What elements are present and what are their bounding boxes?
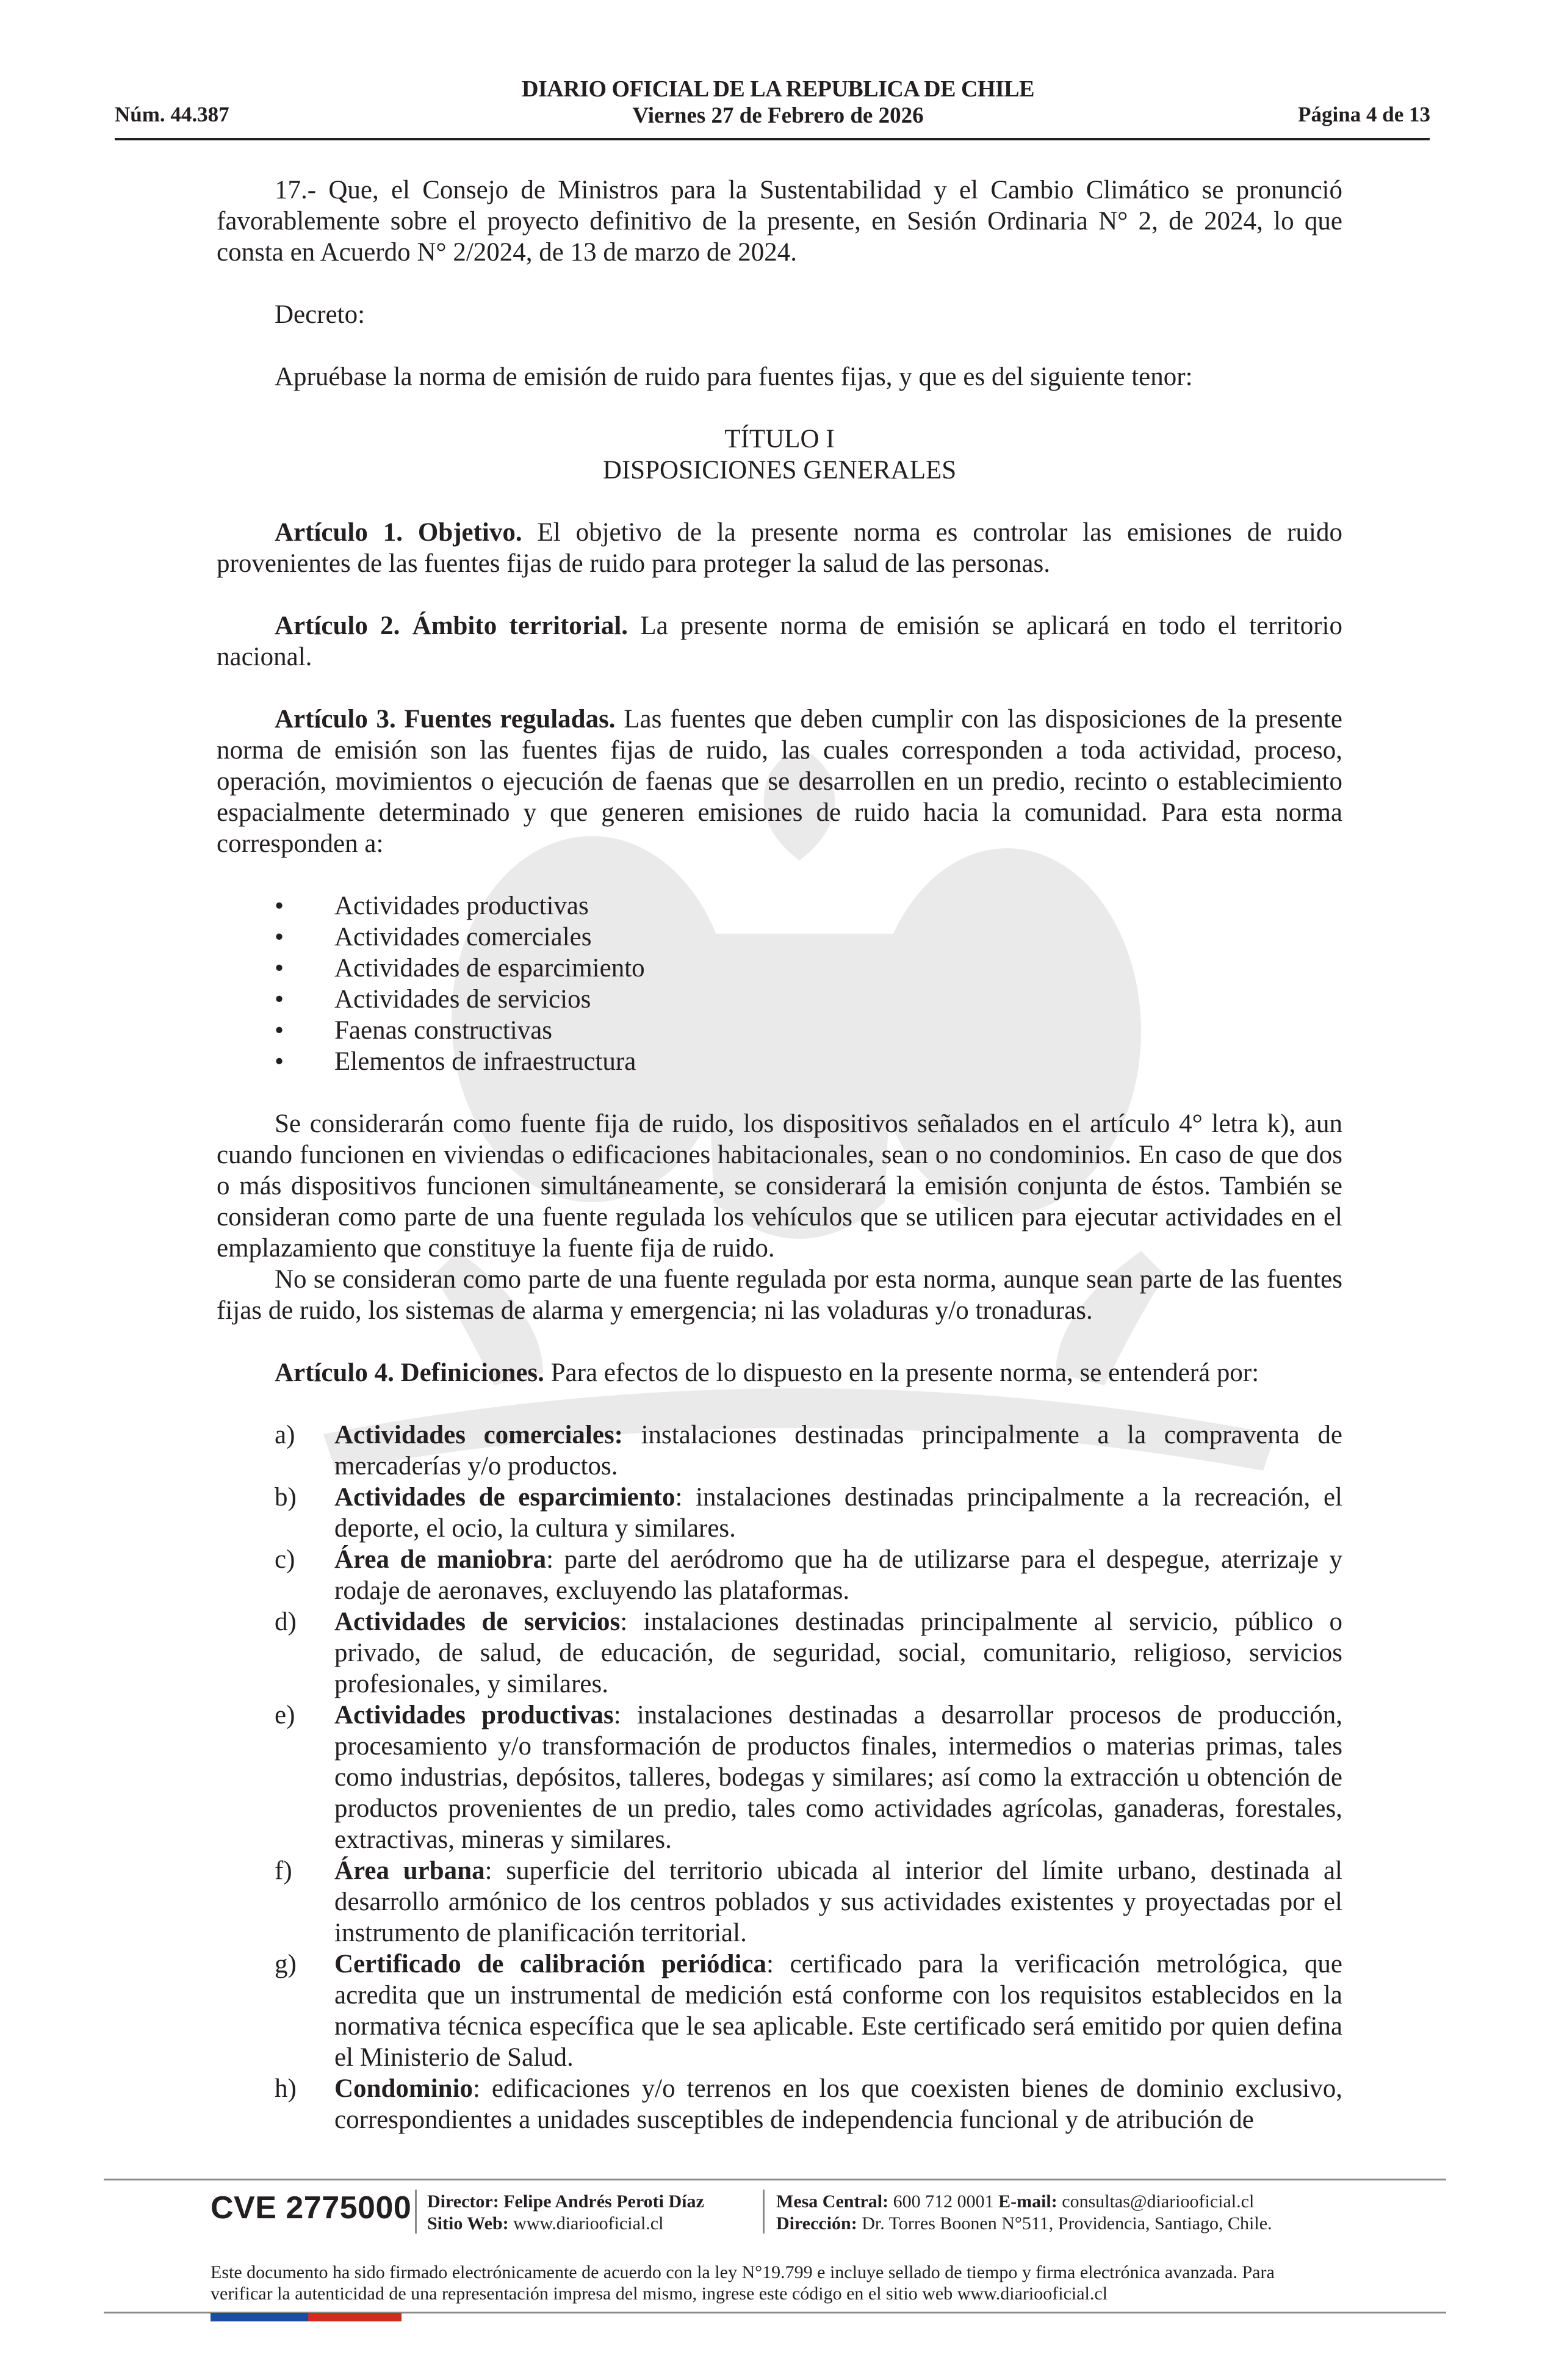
- cve-code: CVE 2775000: [211, 2190, 412, 2226]
- definition-term: Actividades comerciales:: [334, 1421, 624, 1449]
- list-item: [217, 984, 1342, 1015]
- article-3-text: Las fuentes que deben cumplir con las disposiciones de la presente norma de emisión son las fuentes fijas de ruido, las cuales corresponden a toda actividad, proceso, operación, movimientos o ejecución de faenas que se desarrollen en un predio, recinto o establecimiento espacialmente determinado y que generen emisiones de ruido hacia la comunidad. Para esta norma corresponden a:: [217, 705, 1343, 858]
- article-1-text: El objetivo de la presente norma es controlar las emisiones de ruido provenientes de las fuentes fijas de ruido para proteger la salud de las personas.: [217, 518, 1343, 578]
- definition-letter: e): [275, 1701, 295, 1729]
- apruebase-paragraph: Apruébase la norma de emisión de ruido para fuentes fijas, y que es del siguiente tenor:: [275, 362, 1193, 391]
- director-label: Director:: [427, 2191, 499, 2212]
- definition-text: : superficie del territorio ubicada al interior del límite urbano, destinada al desarrollo armónico de los centros poblados y sus actividades existentes y proyectadas por el instrumento de planificación territorial.: [334, 1856, 1342, 1947]
- list-item: [217, 953, 1342, 984]
- list-item-text: Actividades de servicios: [334, 985, 591, 1014]
- electronic-signature-note: Este documento ha sido firmado electrónicamente de acuerdo con la ley N°19.799 e incluye sellado de tiempo y firma electrónica avanzada. Para verificar la autenticidad de una representación impresa del mismo, ingrese este código en el sitio web www.diariooficial.cl: [211, 2262, 1275, 2304]
- definition-text: instalaciones destinadas principalmente a la compraventa de mercaderías y/o productos.: [334, 1421, 1342, 1480]
- title-subheading: DISPOSICIONES GENERALES: [602, 456, 957, 485]
- footer-contact-block: [776, 2191, 1272, 2235]
- definitions-list: [217, 1419, 1342, 2135]
- definition-item: [217, 1544, 1342, 1606]
- article-3: [217, 704, 1342, 859]
- definition-term: Certificado de calibración periódica: [334, 1950, 766, 1978]
- definition-text: : edificaciones y/o terrenos en los que coexisten bienes de dominio exclusivo, correspondientes a unidades susceptibles de independencia funcional y de atribución de: [334, 2074, 1342, 2134]
- definition-term: Área urbana: [334, 1856, 485, 1885]
- definition-text: : instalaciones destinadas principalmente a la recreación, el deporte, el ocio, la cultura y similares.: [334, 1483, 1342, 1543]
- title-heading: [217, 424, 1342, 486]
- definition-item: [217, 1949, 1342, 2073]
- bullet-icon: •: [275, 1016, 284, 1045]
- email-label: E-mail:: [998, 2191, 1057, 2212]
- definition-letter: d): [275, 1607, 297, 1636]
- footer-separator: [763, 2190, 765, 2234]
- decreto-label: Decreto:: [275, 300, 366, 329]
- mesa-label: Mesa Central:: [776, 2191, 889, 2212]
- definition-term: Condominio: [334, 2074, 474, 2103]
- list-item-text: Actividades productivas: [334, 892, 589, 920]
- publication-date: Viernes 27 de Febrero de 2026: [632, 103, 924, 128]
- article-1-heading: Artículo 1. Objetivo.: [275, 518, 522, 547]
- definition-text: : parte del aeródromo que ha de utilizarse para el despegue, aterrizaje y rodaje de aeronaves, excluyendo las plataformas.: [334, 1545, 1342, 1605]
- definition-letter: a): [275, 1421, 295, 1449]
- page-number: Página 4 de 13: [1298, 103, 1430, 126]
- list-item-text: Elementos de infraestructura: [334, 1047, 636, 1076]
- article-1: [217, 517, 1342, 579]
- article-4-heading: Artículo 4. Definiciones.: [275, 1358, 544, 1387]
- article-3-heading: Artículo 3. Fuentes reguladas.: [275, 705, 616, 734]
- definition-item: [217, 1700, 1342, 1855]
- title-number: TÍTULO I: [724, 425, 835, 453]
- bullet-icon: •: [275, 1047, 284, 1076]
- website-link[interactable]: www.diariooficial.cl: [508, 2213, 664, 2234]
- article-4-text: Para efectos de lo dispuesto en la presente norma, se entenderá por:: [544, 1358, 1259, 1387]
- footer-separator: [415, 2190, 417, 2234]
- definition-text: : instalaciones destinadas a desarrollar procesos de producción, procesamiento y/o transformación de productos finales, intermedios o materias primas, tales como industrias, depósitos, talleres, bodegas y similares; así como la extracción u obtención de productos provenientes de un predio, tales como actividades agrícolas, ganaderas, forestales, extractivas, mineras y similares.: [334, 1701, 1343, 1854]
- article-2: [217, 610, 1342, 673]
- bullet-icon: •: [275, 923, 284, 951]
- definition-item: [217, 1482, 1342, 1544]
- list-item: [217, 921, 1342, 953]
- list-item: [217, 890, 1342, 921]
- bullet-icon: •: [275, 954, 284, 983]
- address-label: Dirección:: [776, 2213, 857, 2234]
- email-link[interactable]: consultas@diariooficial.cl: [1057, 2191, 1255, 2212]
- article-2-heading: Artículo 2. Ámbito territorial.: [275, 611, 629, 640]
- definition-letter: b): [275, 1483, 297, 1512]
- list-item-text: Actividades comerciales: [334, 923, 592, 951]
- definition-item: [217, 1606, 1342, 1700]
- list-item: [217, 1046, 1342, 1077]
- definition-item: [217, 2073, 1342, 2135]
- definition-letter: c): [275, 1545, 295, 1574]
- definition-term: Actividades de servicios: [334, 1607, 621, 1636]
- publication-title: DIARIO OFICIAL DE LA REPUBLICA DE CHILE: [522, 76, 1034, 102]
- header-divider: [115, 138, 1430, 140]
- footer-top-rule: [104, 2179, 1446, 2180]
- article-3-paragraph-3: No se consideran como parte de una fuente regulada por esta norma, aunque sean parte de las fuentes fijas de ruido, los sistemas de alarma y emergencia; ni las voladuras y/o tronaduras.: [217, 1265, 1342, 1325]
- footer-director-block: [427, 2191, 704, 2235]
- website-label: Sitio Web:: [427, 2213, 509, 2234]
- bullet-icon: •: [275, 892, 284, 920]
- flag-stripe-blue: [211, 2313, 308, 2321]
- list-item: [217, 1015, 1342, 1046]
- article-4: [217, 1357, 1342, 1388]
- address-value: Dr. Torres Boonen N°511, Providencia, Santiago, Chile.: [857, 2213, 1272, 2234]
- definition-term: Actividades de esparcimiento: [334, 1483, 675, 1512]
- list-item-text: Actividades de esparcimiento: [334, 954, 645, 983]
- article-2-text: La presente norma de emisión se aplicará en todo el territorio nacional.: [217, 611, 1342, 671]
- bullet-icon: •: [275, 985, 284, 1014]
- definition-item: [217, 1855, 1342, 1949]
- issue-number: Núm. 44.387: [115, 103, 229, 126]
- regulated-sources-list: [217, 890, 1342, 1077]
- definition-term: Área de maniobra: [334, 1545, 547, 1574]
- definition-term: Actividades productivas: [334, 1701, 614, 1729]
- paragraph-17: 17.- Que, el Consejo de Ministros para la Sustentabilidad y el Cambio Climático se pronunció favorablemente sobre el proyecto definitivo de la presente, en Sesión Ordinaria N° 2, de 2024, lo que consta en Acuerdo N° 2/2024, de 13 de marzo de 2024.: [217, 176, 1342, 267]
- flag-stripe-red: [308, 2313, 402, 2321]
- definition-text: : certificado para la verificación metrológica, que acredita que un instrumental de medición está conforme con los requisitos establecidos en la normativa técnica específica que le sea aplicable. Este certificado será emitido por quien defina el Ministerio de Salud.: [334, 1950, 1342, 2072]
- article-3-paragraph-2: Se considerarán como fuente fija de ruido, los dispositivos señalados en el artículo 4° letra k), aun cuando funcionen en viviendas o edificaciones habitacionales, sean o no condominios. En caso de que dos o más dispositivos funcionen simultáneamente, se considerará la emisión conjunta de éstos. También se consideran como parte de una fuente regulada los vehículos que se utilicen para ejecutar actividades en el emplazamiento que constituye la fuente fija de ruido.: [217, 1109, 1342, 1263]
- list-item-text: Faenas constructivas: [334, 1016, 553, 1045]
- director-name: Felipe Andrés Peroti Díaz: [499, 2191, 704, 2212]
- definition-letter: h): [275, 2074, 297, 2103]
- definition-item: [217, 1419, 1342, 1482]
- definition-text: : instalaciones destinadas principalmente al servicio, público o privado, de salud, de educación, de seguridad, social, comunitario, religioso, servicios profesionales, y similares.: [334, 1607, 1343, 1698]
- document-body: [217, 175, 1342, 2166]
- definition-letter: g): [275, 1950, 297, 1978]
- definition-letter: f): [275, 1856, 292, 1885]
- mesa-phone: 600 712 0001: [888, 2191, 999, 2212]
